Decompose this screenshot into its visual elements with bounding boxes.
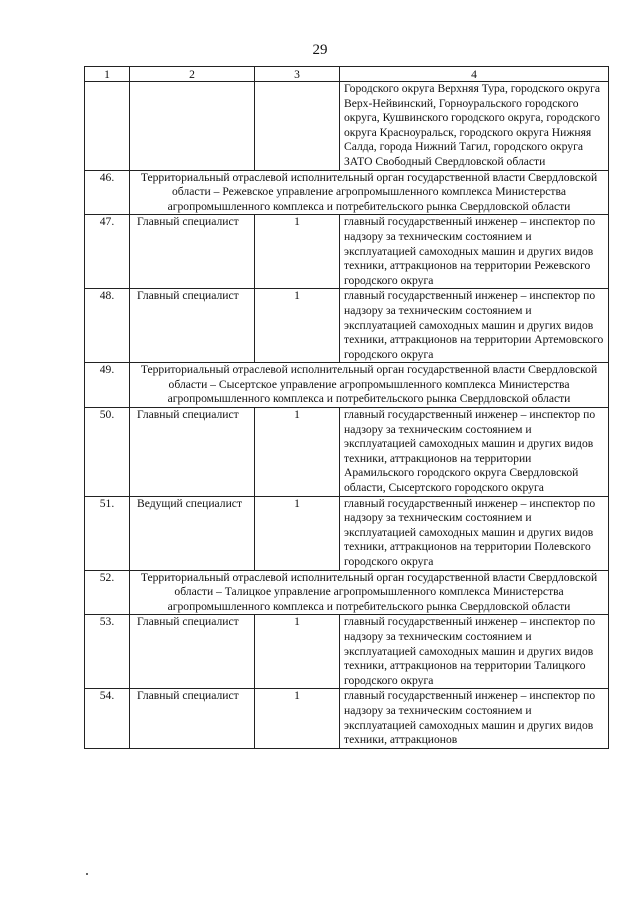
position-title: Главный специалист: [130, 215, 255, 289]
org-name: Территориальный отраслевой исполнительный орган государственной власти Свердловской области – Сысертское управление агропромышленного комплекса Министерства агропромышленного комплекса и потребительского рынка Свердловской области: [130, 363, 609, 408]
position-title: Главный специалист: [130, 289, 255, 363]
header-cell-4: 4: [340, 67, 609, 82]
row-number: 50.: [85, 408, 130, 497]
row-number: 47.: [85, 215, 130, 289]
position-count: 1: [255, 615, 340, 689]
position-count: 1: [255, 496, 340, 570]
position-description: главный государственный инженер – инспектор по надзору за техническим состоянием и эксплуатацией самоходных машин и других видов техники, аттракционов на территории Арамильского городского округа Свердловской области, Сысертского городского округа: [340, 408, 609, 497]
position-row: [85, 496, 609, 570]
positions-table: [84, 66, 609, 749]
margin-mark: [86, 873, 88, 875]
position-title: Ведущий специалист: [130, 496, 255, 570]
row-number: 48.: [85, 289, 130, 363]
position-title: Главный специалист: [130, 689, 255, 748]
header-cell-1: 1: [85, 67, 130, 82]
position-count: [255, 82, 340, 171]
position-row: [85, 615, 609, 689]
position-row: [85, 408, 609, 497]
position-title: Главный специалист: [130, 408, 255, 497]
org-row: [85, 570, 609, 615]
row-number: 49.: [85, 363, 130, 408]
org-row: [85, 363, 609, 408]
position-description: главный государственный инженер – инспектор по надзору за техническим состоянием и эксплуатацией самоходных машин и других видов техники, аттракционов на территории Артемовского городского округа: [340, 289, 609, 363]
table-body: [85, 67, 609, 749]
continuation-row: [85, 82, 609, 171]
position-count: 1: [255, 215, 340, 289]
position-count: 1: [255, 689, 340, 748]
header-row: [85, 67, 609, 82]
row-number: 53.: [85, 615, 130, 689]
org-name: Территориальный отраслевой исполнительный орган государственной власти Свердловской области – Режевское управление агропромышленного комплекса Министерства агропромышленного комплекса и потребительского рынка Свердловской области: [130, 170, 609, 215]
row-number: [85, 82, 130, 171]
position-description: главный государственный инженер – инспектор по надзору за техническим состоянием и эксплуатацией самоходных машин и других видов техники, аттракционов на территории Полевского городского округа: [340, 496, 609, 570]
position-count: 1: [255, 289, 340, 363]
position-description: главный государственный инженер – инспектор по надзору за техническим состоянием и эксплуатацией самоходных машин и других видов техники, аттракционов на территории Режевского городского округа: [340, 215, 609, 289]
position-count: 1: [255, 408, 340, 497]
page-number: 29: [312, 42, 328, 58]
position-title: [130, 82, 255, 171]
position-description: Городского округа Верхняя Тура, городского округа Верх-Нейвинский, Горноуральского городского округа, Кушвинского городского округа, городского округа Красноуральск, городского округа Нижняя Салда, города Нижний Тагил, городского округа ЗАТО Свободный Свердловской области: [340, 82, 609, 171]
position-title: Главный специалист: [130, 615, 255, 689]
position-description: главный государственный инженер – инспектор по надзору за техническим состоянием и эксплуатацией самоходных машин и других видов техники, аттракционов: [340, 689, 609, 748]
org-row: [85, 170, 609, 215]
position-row: [85, 689, 609, 748]
row-number: 46.: [85, 170, 130, 215]
header-cell-2: 2: [130, 67, 255, 82]
row-number: 54.: [85, 689, 130, 748]
org-name: Территориальный отраслевой исполнительный орган государственной власти Свердловской области – Талицкое управление агропромышленного комплекса Министерства агропромышленного комплекса и потребительского рынка Свердловской области: [130, 570, 609, 615]
position-description: главный государственный инженер – инспектор по надзору за техническим состоянием и эксплуатацией самоходных машин и других видов техники, аттракционов на территории Талицкого городского округа: [340, 615, 609, 689]
position-row: [85, 289, 609, 363]
header-cell-3: 3: [255, 67, 340, 82]
row-number: 52.: [85, 570, 130, 615]
row-number: 51.: [85, 496, 130, 570]
position-row: [85, 215, 609, 289]
